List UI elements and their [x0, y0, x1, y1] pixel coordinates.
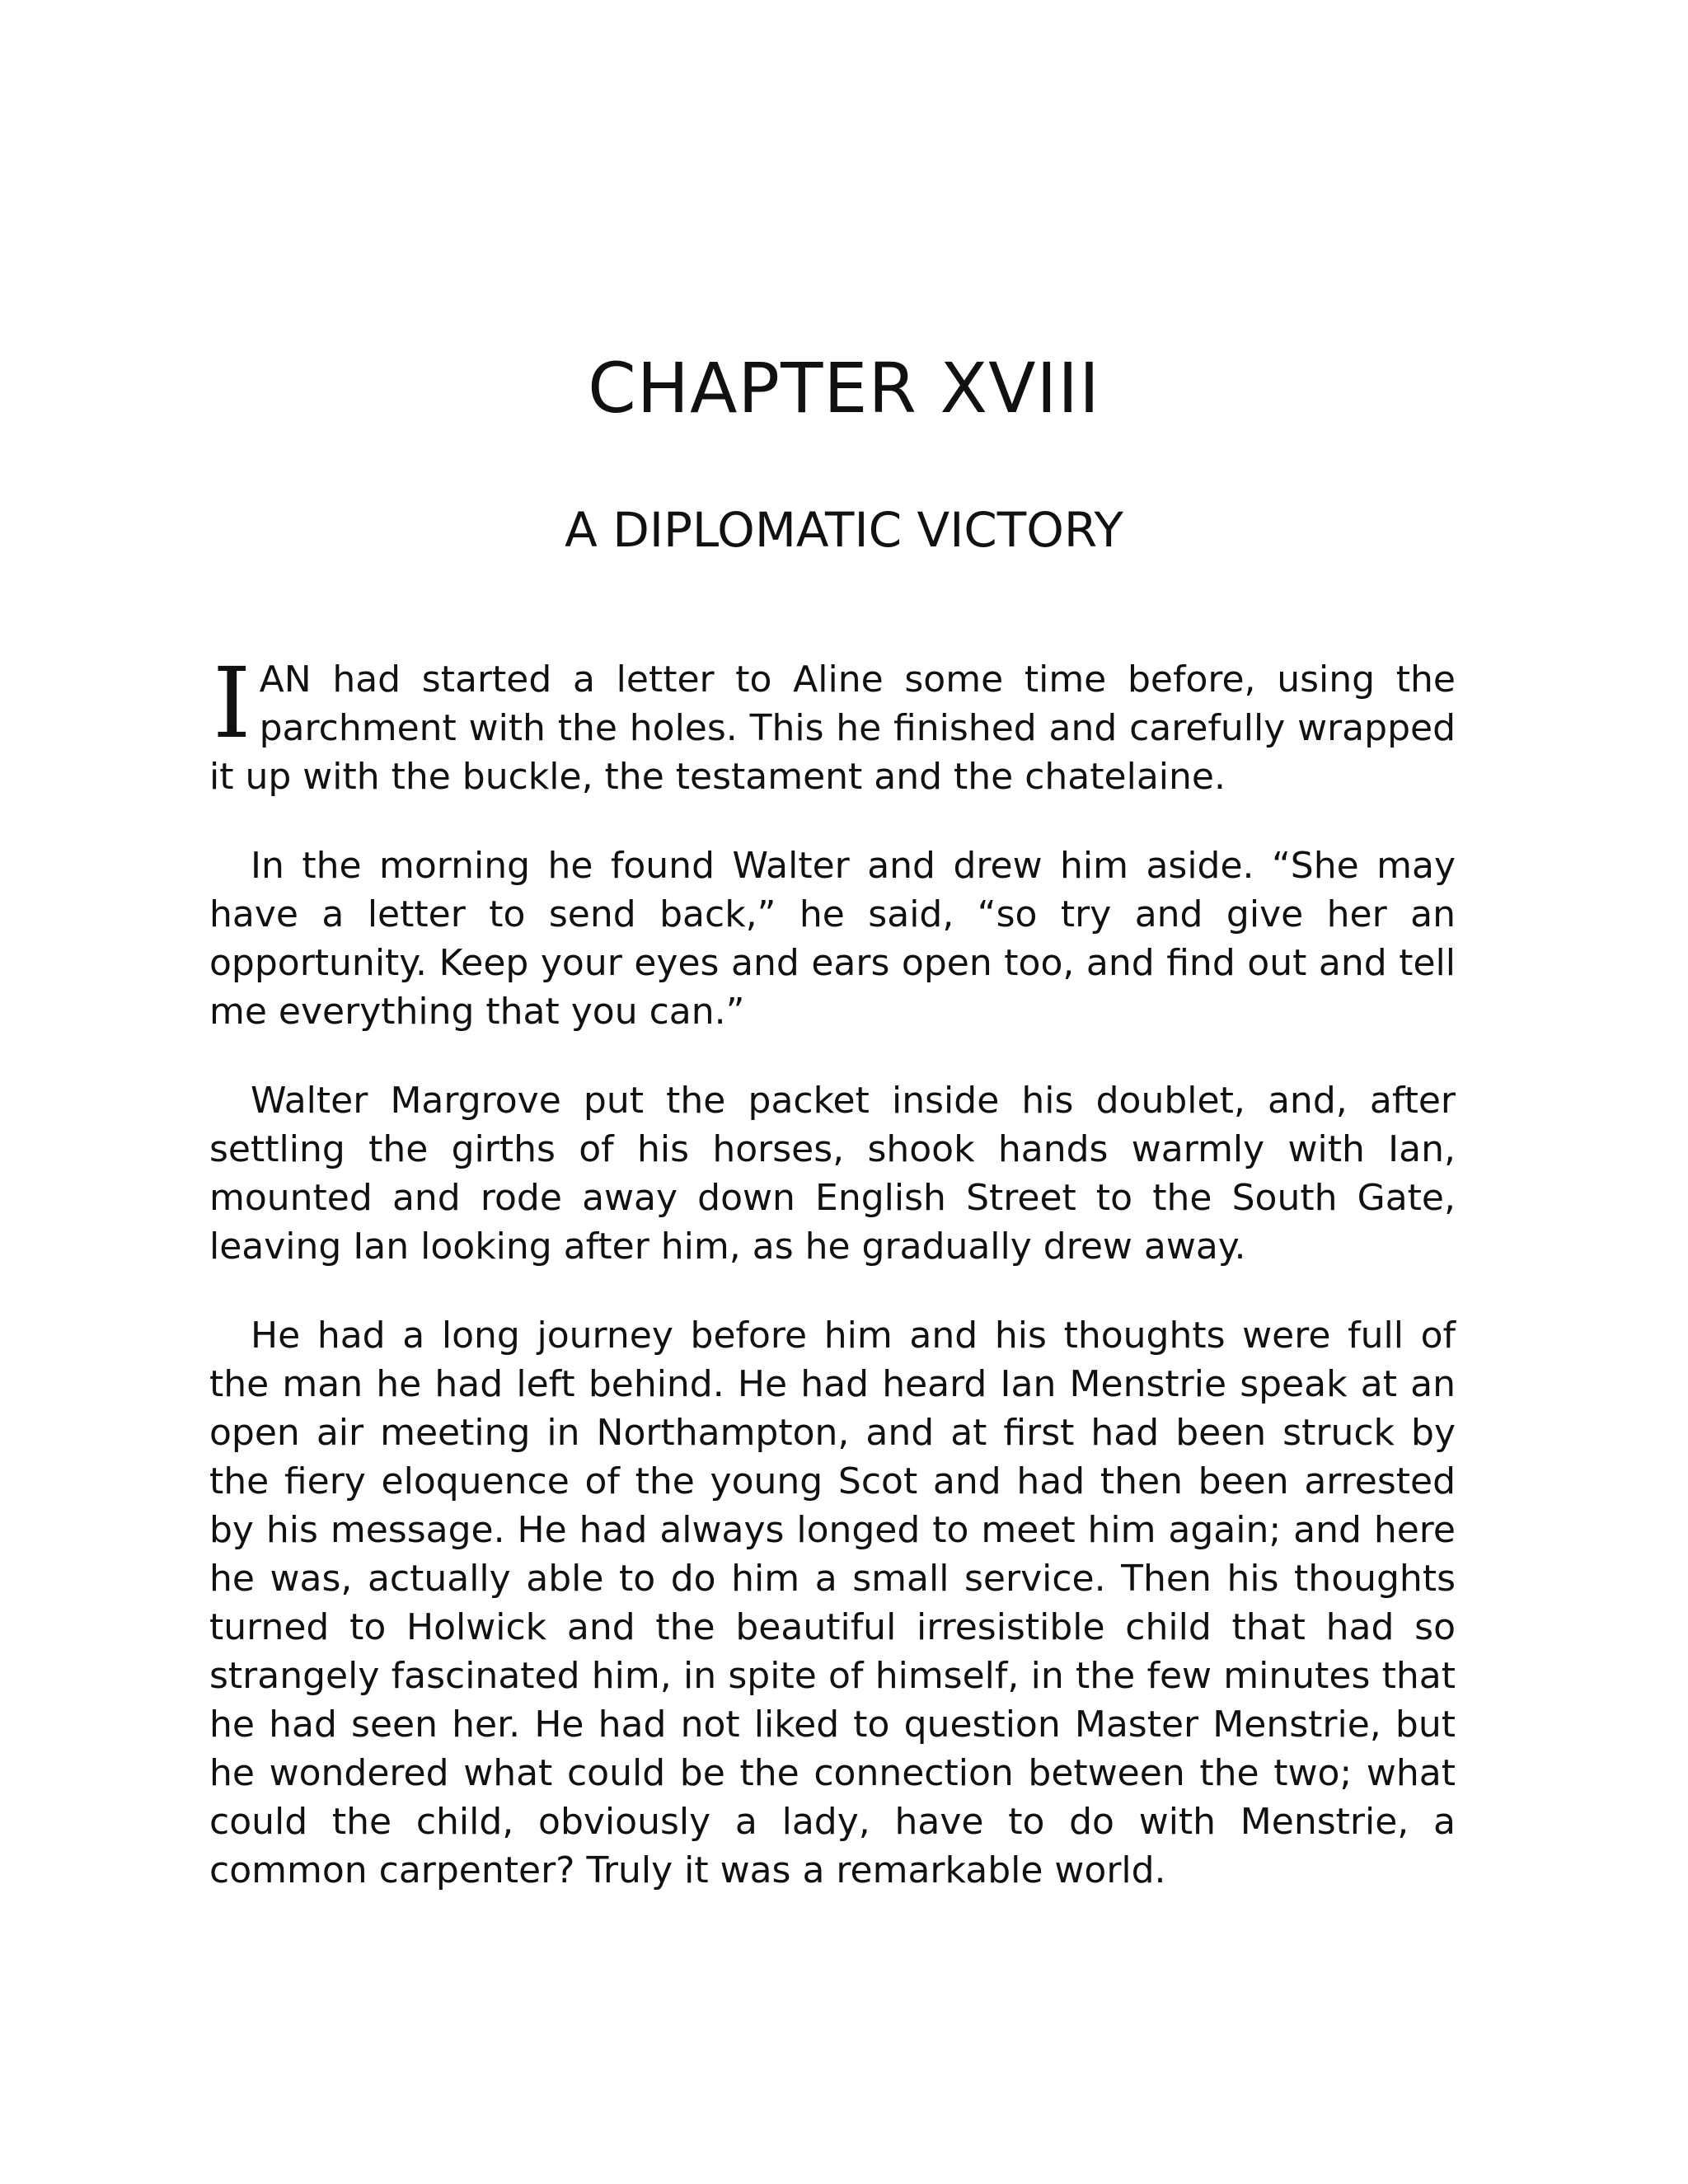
- paragraph-1: [209, 646, 1456, 801]
- paragraph-3: Walter Margrove put the packet inside his doublet, and, after settling the girths of his horses, shook hands warmly with Ian, mounted and rode away down English Street to the South Gate, leaving Ian looking after him, as he gradually drew away.: [209, 1080, 1456, 1268]
- chapter-number: CHAPTER XVIII: [588, 348, 1100, 429]
- chapter-body: [209, 646, 1456, 1935]
- drop-cap: I: [213, 646, 251, 760]
- paragraph-2: In the morning he found Walter and drew him aside. “She may have a letter to send back,” he said, “so try and give her an opportunity. Keep your eyes and ears open too, and find out and tell me everything that you can.”: [209, 845, 1456, 1033]
- chapter-title: A DIPLOMATIC VICTORY: [565, 502, 1123, 558]
- paragraph-4: He had a long journey before him and his thoughts were full of the man he had left behind. He had heard Ian Menstrie speak at an open air meeting in Northampton, and at first had been struck by the fiery eloquence of the young Scot and had then been arrested by his message. He had always longed to meet him again; and here he was, actually able to do him a small service. Then his thoughts turned to Holwick and the beautiful irresistible child that had so strangely fascinated him, in spite of himself, in the few minutes that he had seen her. He had not liked to question Master Menstrie, but he wondered what could be the connection between the two; what could the child, obviously a lady, have to do with Menstrie, a common carpenter? Truly it was a remarkable world.: [209, 1315, 1456, 1891]
- paragraph-1-text: AN had started a letter to Aline some time before, using the parchment with the holes. This he finished and carefully wrapped it up with the buckle, the testament and the chatelaine.: [209, 658, 1456, 798]
